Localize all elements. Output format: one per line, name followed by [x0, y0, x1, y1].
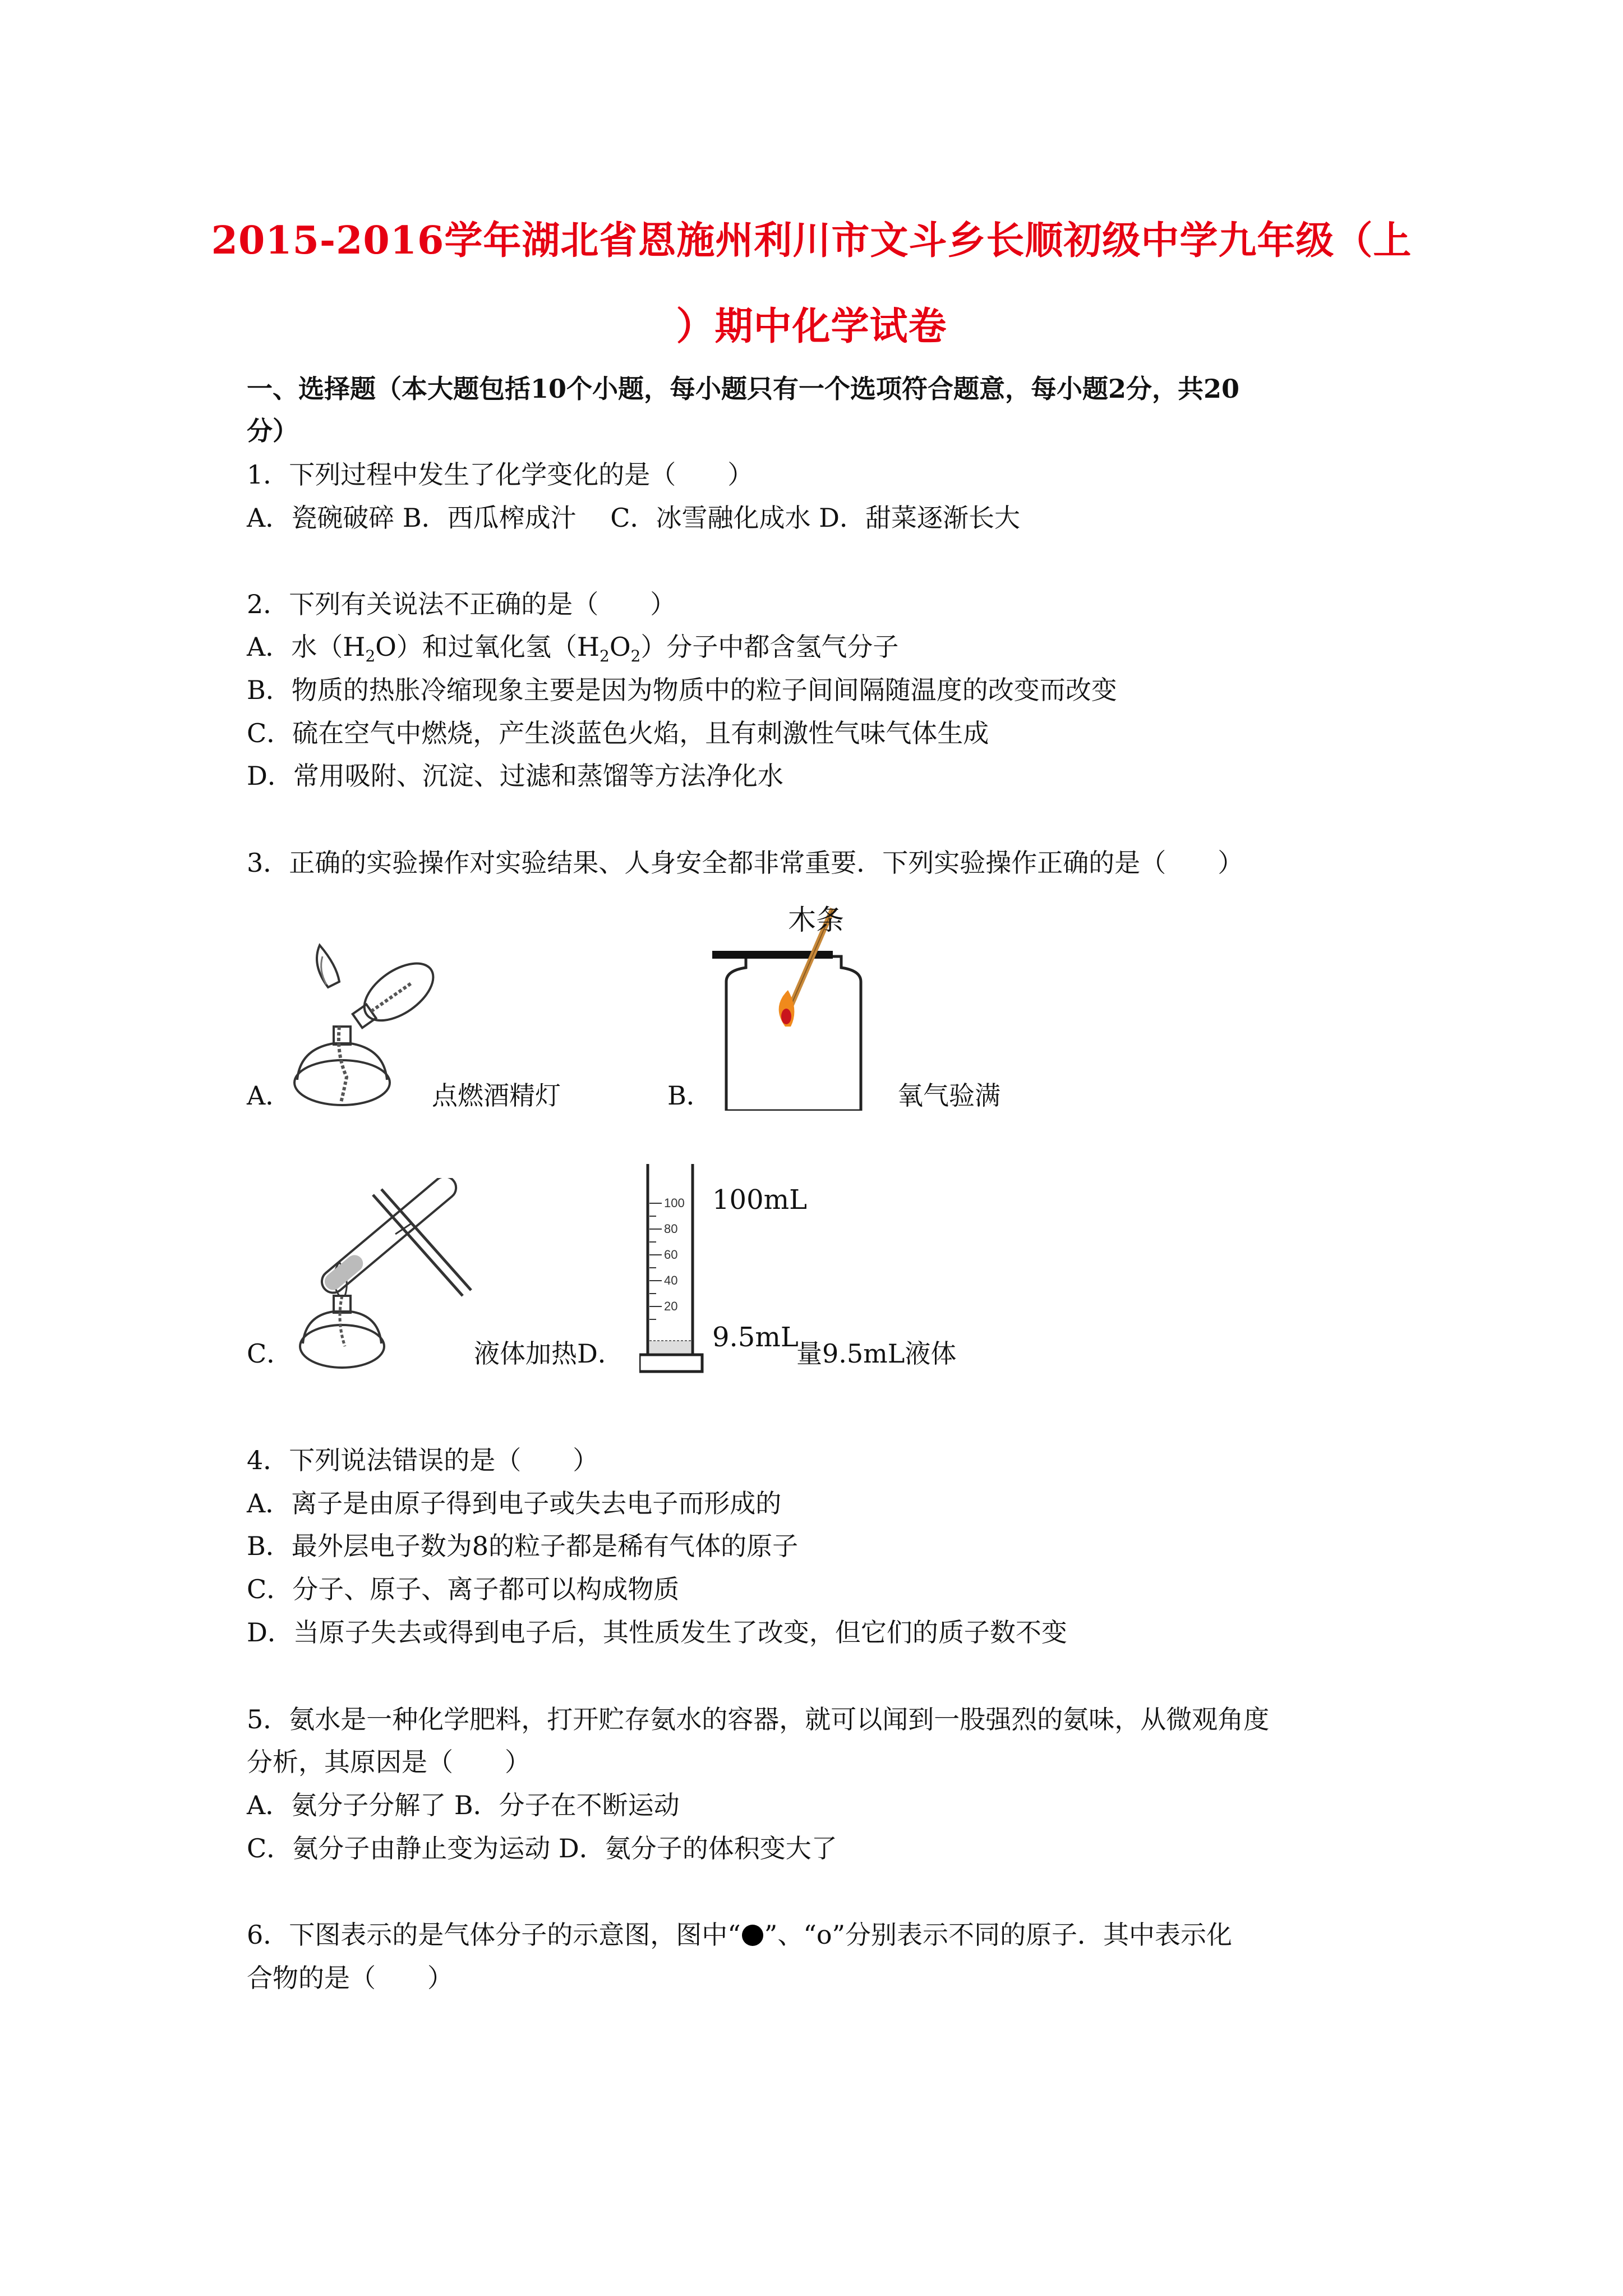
- question-3-option-c-label: 液体加热D．: [474, 1338, 624, 1369]
- page-title-line-2: ）期中化学试卷: [676, 304, 947, 349]
- cylinder-tick-label: 60: [664, 1248, 678, 1262]
- section-heading-cont: 分）: [247, 416, 298, 446]
- question-3-stem: 3．正确的实验操作对实验结果、人身安全都非常重要．下列实验操作正确的是（ ）: [247, 848, 1244, 878]
- question-4-option-a: A．离子是由原子得到电子或失去电子而形成的: [247, 1488, 782, 1519]
- question-3-option-b-letter: B．: [667, 1080, 712, 1111]
- question-1-options: A．瓷碗破碎 B．西瓜榨成汁 C．冰雪融化成水 D．甜菜逐渐长大: [247, 503, 1020, 533]
- question-6-stem: 6．下图表示的是气体分子的示意图，图中“ ”、“o”分别表示不同的原子．其中表示化: [247, 1920, 1233, 1950]
- question-4-stem: 4．下列说法错误的是（ ）: [247, 1445, 599, 1475]
- question-4-option-c: C．分子、原子、离子都可以构成物质: [247, 1574, 680, 1604]
- question-4-option-b: B．最外层电子数为8的粒子都是稀有气体的原子: [247, 1531, 799, 1561]
- cylinder-tick-label: 80: [664, 1222, 678, 1236]
- question-5-options-ab: A．氨分子分解了 B．分子在不断运动: [247, 1790, 680, 1820]
- question-5-options-cd: C．氨分子由静止变为运动 D．氨分子的体积变大了: [247, 1833, 837, 1864]
- question-2-option-c: C．硫在空气中燃烧，产生淡蓝色火焰，且有刺激性气味气体生成: [247, 718, 989, 748]
- question-2-option-d: D．常用吸附、沉淀、过滤和蒸馏等方法净化水: [247, 761, 783, 791]
- black-atom-icon: [742, 1925, 763, 1946]
- figure-splint-label: 木条: [788, 904, 844, 936]
- question-3-option-b-label: 氧气验满: [897, 1080, 1000, 1111]
- cylinder-tick-label: 20: [664, 1299, 678, 1313]
- question-5-stem-cont: 分析，其原因是（ ）: [247, 1747, 531, 1777]
- question-6-stem-cont: 合物的是（ ）: [247, 1963, 453, 1993]
- question-2-stem: 2．下列有关说法不正确的是（ ）: [247, 589, 676, 619]
- question-1-stem: 1．下列过程中发生了化学变化的是（ ）: [247, 459, 754, 490]
- cylinder-capacity-label: 100mL: [712, 1184, 808, 1216]
- figure-alcohol-lamp-lighting: [280, 942, 449, 1116]
- question-3-option-c-letter: C．: [247, 1338, 293, 1369]
- question-4-option-d: D．当原子失去或得到电子后，其性质发生了改变，但它们的质子数不变: [247, 1617, 1067, 1648]
- figure-graduated-cylinder: [639, 1161, 718, 1374]
- page-title-line-1: 2015-2016学年湖北省恩施州利川市文斗乡长顺初级中学九年级（上: [211, 218, 1412, 263]
- section-heading: 一、选择题（本大题包括10个小题，每小题只有一个选项符合题意，每小题2分，共20: [247, 374, 1240, 404]
- question-5-stem: 5．氨水是一种化学肥料，打开贮存氨水的容器，就可以闻到一股强烈的氨味，从微观角度: [247, 1704, 1270, 1734]
- cylinder-reading-label: 9.5mL: [712, 1322, 799, 1353]
- cylinder-tick-label: 40: [664, 1273, 678, 1287]
- question-3-option-d-label: 量9.5mL液体: [796, 1338, 957, 1369]
- question-2-option-b: B．物质的热胀冷缩现象主要是因为物质中的粒子间间隔随温度的改变而改变: [247, 675, 1117, 705]
- figure-liquid-heating: [283, 1178, 474, 1380]
- question-3-option-a-label: 点燃酒精灯: [432, 1080, 561, 1111]
- cylinder-tick-label: 100: [664, 1196, 685, 1210]
- question-3-option-a-letter: A．: [247, 1080, 292, 1111]
- question-2-option-a: A．水$(H_2O)$和过氧化氢$(H_2O_2)$分子中都含氢气分子: [247, 632, 899, 666]
